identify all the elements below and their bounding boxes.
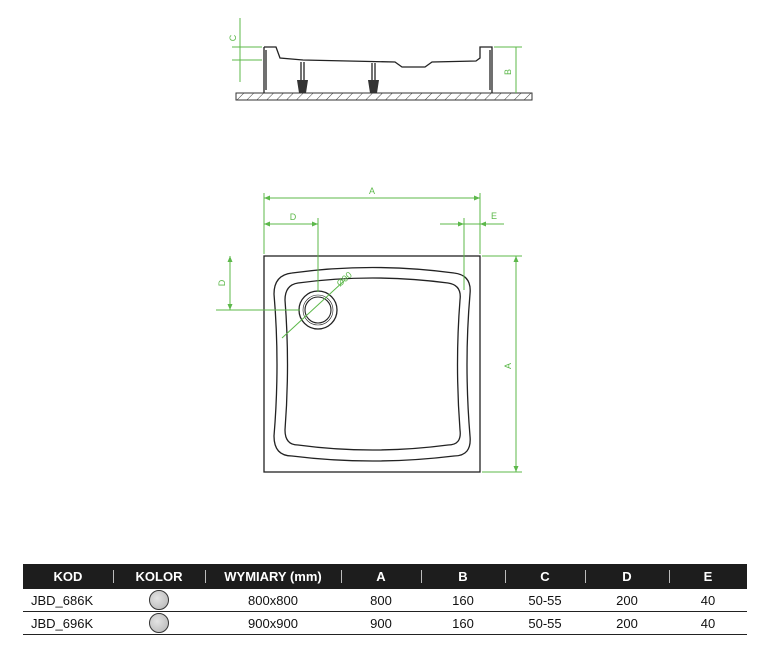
cell-kod: JBD_686K (23, 589, 113, 612)
cell-b: 160 (421, 612, 505, 635)
cell-b: 160 (421, 589, 505, 612)
floor-hatch (236, 93, 532, 100)
cell-c: 50-55 (505, 589, 585, 612)
dimension-c (228, 18, 262, 82)
cell-d: 200 (585, 589, 669, 612)
header-a: A (341, 564, 421, 589)
header-d: D (585, 564, 669, 589)
label-d-side: D (217, 279, 227, 287)
label-a-top: A (368, 186, 376, 196)
tray-basin-inner (285, 278, 460, 450)
white-swatch-icon (149, 613, 169, 633)
dimension-d-top (264, 212, 318, 292)
table-header-row (23, 564, 747, 589)
cell-wymiary: 800x800 (205, 589, 341, 612)
cell-c: 50-55 (505, 612, 585, 635)
header-b: B (421, 564, 505, 589)
cell-e: 40 (669, 589, 747, 612)
side-view (228, 18, 532, 100)
label-c: C (228, 34, 238, 42)
header-wymiary: WYMIARY (mm) (205, 564, 341, 589)
cell-a: 800 (341, 589, 421, 612)
dimension-e (440, 211, 504, 290)
label-drain-diameter: Ø90 (334, 269, 354, 289)
leveling-foot-right (368, 63, 379, 93)
cell-a: 900 (341, 612, 421, 635)
leveling-foot-left (297, 62, 308, 93)
top-view (216, 186, 522, 472)
table-row (23, 589, 747, 612)
cell-kolor (113, 612, 205, 635)
tray-basin-outer (274, 268, 470, 462)
cell-wymiary: 900x900 (205, 612, 341, 635)
cell-e: 40 (669, 612, 747, 635)
dimension-d-side (216, 256, 300, 310)
label-d-top: D (289, 212, 297, 222)
header-e: E (669, 564, 747, 589)
cell-d: 200 (585, 612, 669, 635)
tray-outline (264, 256, 480, 472)
header-c: C (505, 564, 585, 589)
label-a-side: A (503, 362, 513, 370)
cell-kolor (113, 589, 205, 612)
header-kolor: KOLOR (113, 564, 205, 589)
label-b: B (503, 68, 513, 76)
table-row (23, 612, 747, 635)
dimension-a-top (264, 186, 480, 254)
label-e: E (490, 211, 498, 221)
cell-kod: JBD_696K (23, 612, 113, 635)
specification-table (23, 564, 747, 635)
white-swatch-icon (149, 590, 169, 610)
header-kod: KOD (23, 564, 113, 589)
dimension-a-side (482, 256, 522, 472)
dimension-b (494, 47, 522, 93)
